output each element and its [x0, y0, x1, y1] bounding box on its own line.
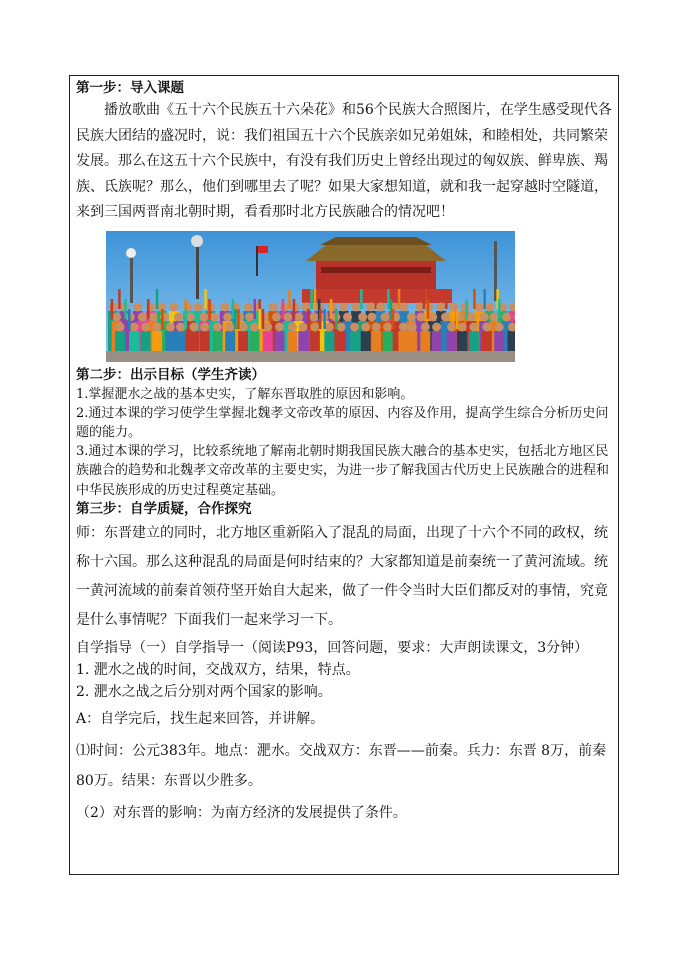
person-head: [428, 312, 437, 321]
person-head: [141, 322, 150, 331]
person-head: [337, 322, 346, 331]
raised-arm: [156, 289, 159, 309]
person-head: [269, 302, 278, 311]
person-head: [485, 302, 494, 311]
person-head: [310, 322, 319, 331]
person-head: [149, 312, 158, 321]
person-head: [475, 302, 484, 311]
raised-arm: [128, 309, 131, 329]
person-head: [350, 322, 359, 331]
person-head: [469, 322, 478, 331]
lesson-table-cell: [69, 75, 619, 875]
person-head: [130, 322, 139, 331]
raised-arm: [282, 299, 285, 319]
person-head: [226, 322, 235, 331]
raised-arm: [147, 299, 150, 319]
raised-arm: [473, 289, 476, 309]
raised-arm: [465, 299, 468, 319]
raised-arm: [423, 289, 426, 309]
person-head: [220, 302, 229, 311]
person-head: [407, 312, 416, 321]
answer-intro: A：自学完后，找生起来回答，并讲解。: [76, 710, 325, 727]
raised-arm: [427, 299, 430, 319]
raised-arm: [398, 289, 401, 309]
answer-1: ⑴时间：公元383年。地点：淝水。交战双方：东晋——前秦。兵力：东晋 8万，前秦 80万。结果：东晋以少胜多。: [76, 742, 607, 789]
question-2: 2. 淝水之战之后分别对两个国家的影响。: [76, 683, 332, 700]
person-head: [421, 322, 430, 331]
raised-arm: [161, 309, 164, 329]
person-head: [460, 302, 469, 311]
person-head: [294, 312, 303, 321]
person-head: [437, 302, 446, 311]
person-head: [381, 312, 390, 321]
person-head: [244, 302, 253, 311]
lesson-content: [76, 79, 614, 824]
raised-arm: [232, 299, 235, 319]
person-head: [169, 302, 178, 311]
raised-arm: [483, 289, 486, 309]
person-head: [272, 312, 281, 321]
person-head: [502, 312, 511, 321]
person-head: [223, 312, 232, 321]
step2-heading: 第二步：出示目标（学生齐读）: [76, 366, 265, 383]
answer-2: （2）对东晋的影响：为南方经济的发展提供了条件。: [76, 804, 407, 821]
person-head: [166, 322, 175, 331]
person-head: [260, 312, 269, 321]
person-head: [210, 312, 219, 321]
person-head: [325, 322, 334, 331]
raised-arm: [118, 289, 121, 309]
raised-arm: [330, 299, 333, 319]
raised-arm: [208, 299, 211, 319]
raised-arm: [314, 289, 317, 309]
raised-arm: [258, 309, 261, 329]
raised-arm: [456, 309, 459, 329]
raised-arm: [237, 309, 240, 329]
person-head: [116, 322, 125, 331]
goal-3: 3.通过本课的学习，比较系统地了解南北朝时期我国民族大融合的基本史实，包括北方地区民族融合的趋势和北魏孝文帝改革的主要史实，为进一步了解我国古代历史上民族融合的进程和中华民族形成的历史过程奠定基础。: [76, 444, 610, 498]
person-head: [174, 312, 183, 321]
person-head: [495, 322, 504, 331]
raised-arm: [124, 299, 127, 319]
ground: [106, 351, 515, 362]
person-head: [133, 302, 142, 311]
person-head: [263, 322, 272, 331]
person-head: [399, 322, 408, 331]
person-head: [358, 312, 367, 321]
raised-arm: [310, 289, 313, 309]
raised-arm: [335, 309, 338, 329]
person-head: [372, 322, 381, 331]
person-head: [467, 312, 476, 321]
person-head: [490, 312, 499, 321]
raised-arm: [323, 309, 326, 329]
raised-arm: [445, 289, 448, 309]
raised-arm: [319, 309, 322, 329]
person-head: [310, 312, 319, 321]
question-1: 1. 淝水之战的时间，交战双方，结果，特点。: [76, 661, 360, 678]
teacher-paragraph: 师：东晋建立的同时，北方地区重新陷入了混乱的局面，出现了十六个不同的政权，统称十六国。那么这种混乱的局面是何时结束的？大家都知道是前秦统一了黄河流域。统一黄河流域的前秦首领苻坚开始自大起来，做了一件令当时大臣们都反对的事情，究竟是什么事情呢？下面我们一起来学习一下。: [76, 524, 608, 628]
goal-2: 2.通过本课的学习使学生掌握北魏孝文帝改革的原因、内容及作用，提高学生综合分析历史问题的能力。: [76, 405, 609, 440]
person-head: [383, 322, 392, 331]
person-head: [416, 312, 425, 321]
person-head: [239, 322, 248, 331]
guide-line: 自学指导（一）自学指导一（阅读P93，回答问题，要求：大声朗读课文，3分钟）: [76, 639, 589, 656]
raised-arm: [234, 309, 237, 329]
person-head: [343, 312, 352, 321]
person-head: [283, 312, 292, 321]
person-head: [138, 312, 147, 321]
step3-heading: 第三步：自学质疑，合作探究: [76, 500, 252, 517]
raised-arm: [254, 299, 257, 319]
person-head: [194, 302, 203, 311]
person-head: [275, 322, 284, 331]
person-head: [441, 312, 450, 321]
person-head: [376, 302, 385, 311]
person-head: [213, 322, 222, 331]
raised-arm: [387, 289, 390, 309]
raised-arm: [392, 309, 395, 329]
goal-1: 1.掌握淝水之战的基本史实，了解东晋取胜的原因和影响。: [76, 386, 414, 402]
person-head: [447, 322, 456, 331]
raised-arm: [204, 289, 207, 309]
photo-illustration: [106, 231, 515, 362]
person-head: [199, 312, 208, 321]
person-head: [367, 312, 376, 321]
person-head: [186, 312, 195, 321]
person-head: [432, 322, 441, 331]
raised-arm: [262, 309, 265, 329]
person-head: [153, 322, 162, 331]
person-head: [458, 322, 467, 331]
step1-paragraph: 播放歌曲《五十六个民族五十六朵花》和56个民族大合照图片，在学生感受现代各民族大团结的盛况时，说：我们祖国五十六个民族亲如兄弟姐妹，和睦相处，共同繁荣发展。那么在这五十六个民族中，有没有我们历史上曾经出现过的匈奴族、鲜卑族、羯族、氐族呢？那么，他们到哪里去了呢？如果大家想知道，就和我一起穿越时空隧道，来到三国两晋南北朝时期，看看那时北方民族融合的情况吧！: [76, 102, 612, 220]
person-head: [366, 302, 375, 311]
person-head: [112, 312, 121, 321]
person-head: [176, 322, 185, 331]
person-head: [361, 322, 370, 331]
person-head: [408, 322, 417, 331]
raised-arm: [288, 289, 291, 309]
person-head: [250, 322, 259, 331]
raised-arm: [111, 299, 114, 319]
person-head: [399, 302, 408, 311]
person-head: [339, 302, 348, 311]
person-head: [189, 322, 198, 331]
step1-heading: 第一步：导入课题: [76, 80, 184, 96]
raised-arm: [293, 299, 296, 319]
raised-arm: [498, 299, 501, 319]
person-head: [352, 302, 361, 311]
person-head: [288, 322, 297, 331]
person-head: [280, 302, 289, 311]
person-head: [482, 322, 491, 331]
person-head: [299, 322, 308, 331]
person-head: [245, 312, 254, 321]
raised-arm: [360, 289, 363, 309]
raised-arm: [307, 309, 310, 329]
raised-arm: [185, 309, 188, 329]
person-head: [480, 312, 489, 321]
person-head: [200, 322, 209, 331]
ethnic-groups-photo: [106, 231, 515, 362]
person-head: [120, 302, 129, 311]
